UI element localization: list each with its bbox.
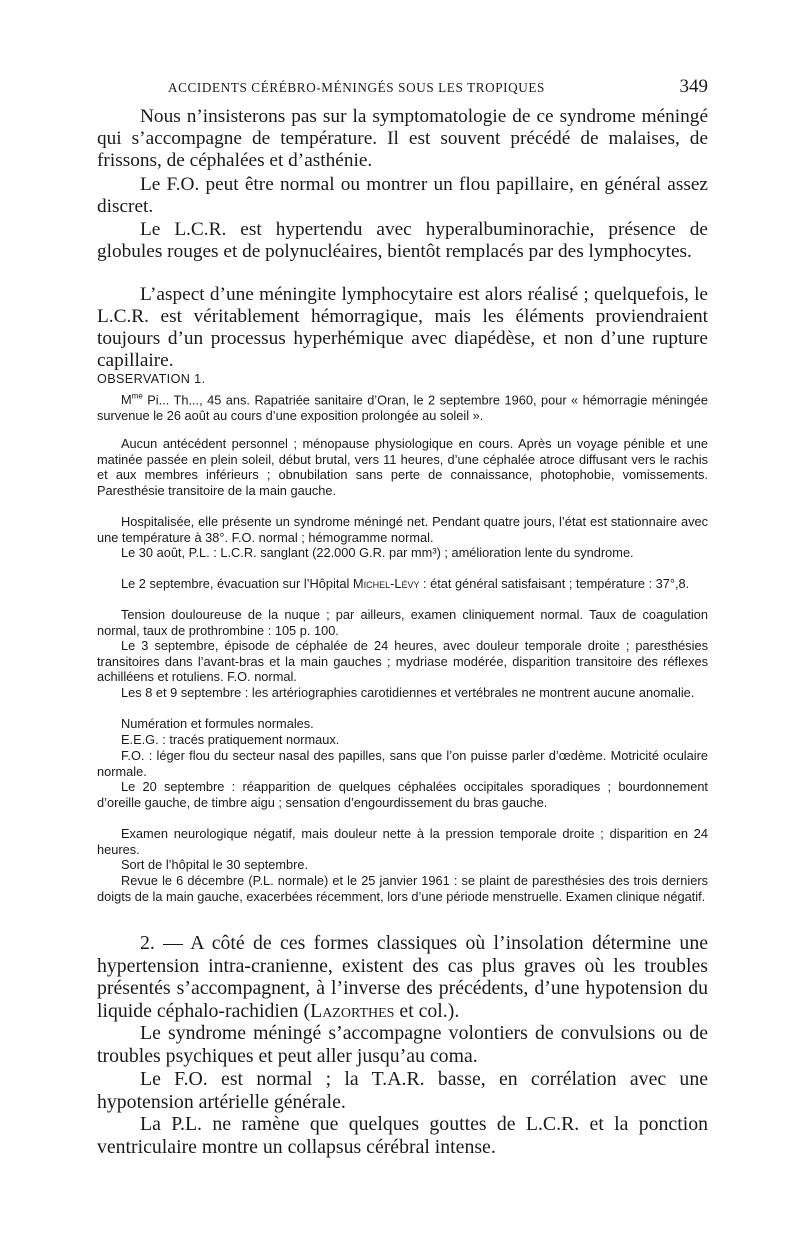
closing-text: 2. — A côté de ces formes classiques où l’insolation détermine une hypertension intra-cranienne, existent des cas plus graves où les troubles présentés s’accompagnent, à l’inverse des précédents, d’une hypotension du liquide céphalo-rachidien ( [97,932,708,1022]
observation-heading: OBSERVATION 1. [97,372,206,386]
observation-paragraph: Aucun antécédent personnel ; ménopause physiologique en cours. Après un voyage pénible et une matinée passée en plein soleil, début brutal, vers 11 heures, d’une céphalée atroce diffusant vers le rachis et aux membres inférieurs ; obnubilation sans perte de connaissance, photophobie, vomissements. Paresthésie transitoire de la main gauche. [97,436,708,499]
observation-paragraph: Le 20 septembre : réapparition de quelques céphalées occipitales sporadiques ; bourdonnement d’oreille gauche, de timbre aigu ; sensation d’engourdissement du bras gauche. [97,779,708,810]
observation-patient-text: Pi... Th..., 45 ans. Rapatriée sanitaire d’Oran, le 2 septembre 1960, pour « hémorragie méningée survenue le 26 août au cours d’une exposition prolongée au soleil ». [97,392,708,423]
closing-paragraph-1 [97,932,708,1022]
running-title: ACCIDENTS CÉRÉBRO-MÉNINGÉS SOUS LES TROPIQUES [168,80,545,95]
observation-paragraph: Examen neurologique négatif, mais douleur nette à la pression temporale droite ; disparition en 24 heures. [97,826,708,857]
intro-paragraph-2: Le F.O. peut être normal ou montrer un flou papillaire, en général assez discret. [97,174,708,217]
observation-paragraph [97,389,708,424]
hospital-name: Michel-Lévy [352,576,420,591]
observation-paragraph: Tension douloureuse de la nuque ; par ailleurs, examen cliniquement normal. Taux de coagulation normal, taux de prothrombine : 105 p. 100. [97,607,708,638]
observation-paragraph [97,576,708,592]
observation-paragraph: Revue le 6 décembre (P.L. normale) et le 25 janvier 1961 : se plaint de paresthésies des trois derniers doigts de la main gauche, exacerbées récemment, lors d’une période menstruelle. Examen clinique négatif. [97,873,708,904]
intro-paragraph-1: Nous n’insisterons pas sur la symptomatologie de ce syndrome méningé qui s’accompagne de température. Il est souvent précédé de malaises, de frissons, de céphalées et d’asthénie. [97,106,708,171]
page-number: 349 [679,76,708,97]
closing-paragraph-3: Le F.O. est normal ; la T.A.R. basse, en corrélation avec une hypotension artérielle générale. [97,1068,708,1113]
observation-paragraph: Numération et formules normales. [121,716,314,731]
intro-paragraph-4: L’aspect d’une méningite lymphocytaire est alors réalisé ; quelquefois, le L.C.R. est véritablement hémorragique, mais les éléments proviendraient toujours d’un processus hyperhémique avec diapédèse, et non d’une rupture capillaire. [97,284,708,371]
closing-text: et col.). [394,999,460,1022]
author-name: Lazorthes [310,999,395,1022]
observation-paragraph: Sort de l’hôpital le 30 septembre. [121,857,309,872]
observation-paragraph: Le 3 septembre, épisode de céphalée de 24 heures, avec douleur temporale droite ; paresthésies transitoires dans l’avant-bras et la main gauches ; mydriase modérée, disparition transitoire des réflexes achilléens et rotuliens. F.O. normal. [97,638,708,685]
closing-paragraph-4: La P.L. ne ramène que quelques gouttes de L.C.R. et la ponction ventriculaire montre un collapsus cérébral intense. [97,1113,708,1158]
observation-paragraph: E.E.G. : tracés pratiquement normaux. [121,732,340,747]
observation-paragraph: F.O. : léger flou du secteur nasal des papilles, sans que l’on puisse parler d’œdème. Motricité oculaire normale. [97,748,708,779]
observation-paragraph: Les 8 et 9 septembre : les artériographies carotidiennes et vertébrales ne montrent aucune anomalie. [121,685,695,700]
observation-patient-title: $M^{me}$ [121,392,143,408]
observation-text: Le 2 septembre, évacuation sur l’Hôpital [121,576,353,591]
closing-paragraph-2: Le syndrome méningé s’accompagne volontiers de convulsions ou de troubles psychiques et peut aller jusqu’au coma. [97,1022,708,1067]
observation-text: : état général satisfaisant ; température : 37°,8. [419,576,690,591]
observation-paragraph: Hospitalisée, elle présente un syndrome méningé net. Pendant quatre jours, l’état est stationnaire avec une température à 38°. F.O. normal ; hémogramme normal. [97,514,708,545]
intro-paragraph-3: Le L.C.R. est hypertendu avec hyperalbuminorachie, présence de globules rouges et de polynucléaires, bientôt remplacés par des lymphocytes. [97,219,708,262]
observation-paragraph: Le 30 août, P.L. : L.C.R. sanglant (22.000 G.R. par mm³) ; amélioration lente du syndrome. [121,545,634,560]
